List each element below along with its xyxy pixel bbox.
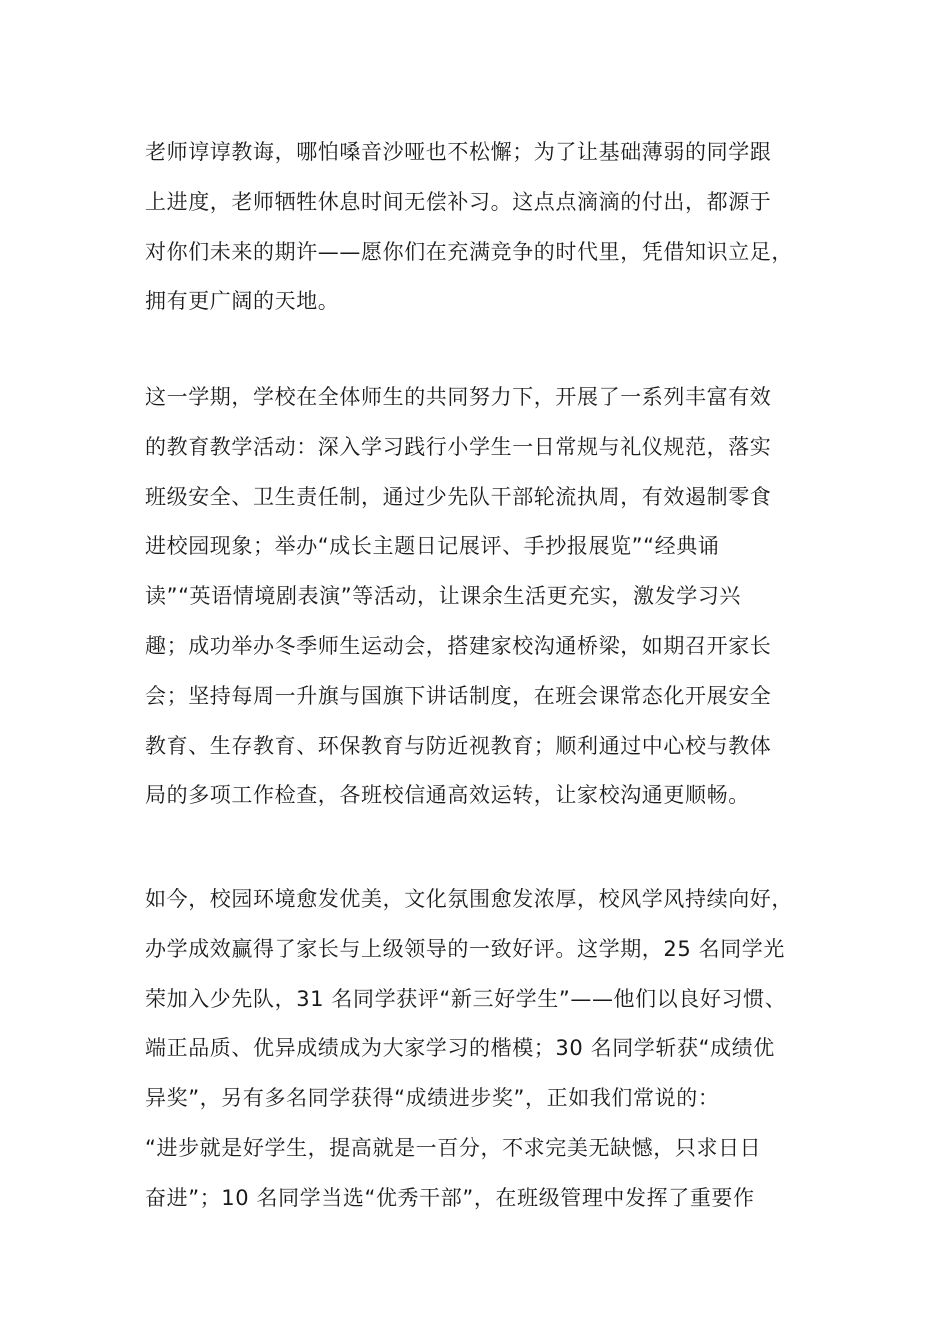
- paragraph-line: 会；坚持每周一升旗与国旗下讲话制度，在班会课常态化开展安全: [145, 683, 772, 708]
- paragraph-line: 的教育教学活动：深入学习践行小学生一日常规与礼仪规范，落实: [145, 434, 772, 459]
- paragraph-achievements: [145, 875, 835, 1224]
- paragraph-line: 趣；成功举办冬季师生运动会，搭建家校沟通桥梁，如期召开家长: [145, 633, 772, 658]
- paragraph-line: 奋进”；10 名同学当选“优秀干部”，在班级管理中发挥了重要作: [145, 1185, 755, 1210]
- paragraph-line: 异奖”，另有多名同学获得“成绩进步奖”，正如我们常说的：: [145, 1086, 720, 1111]
- paragraph-line: 上进度，老师牺牲休息时间无偿补习。这点点滴滴的付出，都源于: [145, 189, 772, 214]
- paragraph-line: 进校园现象；举办“成长主题日记展评、手抄报展览”“经典诵: [145, 534, 720, 559]
- paragraph-line: 荣加入少先队，31 名同学获评“新三好学生”——他们以良好习惯、: [145, 986, 787, 1011]
- paragraph-line: 对你们未来的期许——愿你们在充满竞争的时代里，凭借知识立足，: [145, 239, 793, 264]
- paragraph-line: 局的多项工作检查，各班校信通高效运转，让家校沟通更顺畅。: [145, 783, 750, 808]
- paragraph-line: 班级安全、卫生责任制，通过少先队干部轮流执周，有效遏制零食: [145, 484, 772, 509]
- paragraph-school-activities: [145, 373, 835, 821]
- paragraph-teacher-dedication: [145, 128, 835, 327]
- paragraph-line: 老师谆谆教诲，哪怕嗓音沙哑也不松懈；为了让基础薄弱的同学跟: [145, 140, 772, 164]
- paragraph-line: 教育、生存教育、环保教育与防近视教育；顺利通过中心校与教体: [145, 733, 772, 758]
- paragraph-line: “进步就是好学生，提高就是一百分，不求完美无缺憾，只求日日: [145, 1135, 762, 1160]
- paragraph-line: 拥有更广阔的天地。: [145, 289, 340, 314]
- paragraph-line: 端正品质、优异成绩成为大家学习的楷模；30 名同学斩获“成绩优: [145, 1036, 775, 1061]
- paragraph-line: 如今，校园环境愈发优美，文化氛围愈发浓厚，校风学风持续向好，: [145, 887, 793, 911]
- paragraph-line: 读”“英语情境剧表演”等活动，让课余生活更充实，激发学习兴: [145, 584, 742, 609]
- paragraph-line: 办学成效赢得了家长与上级领导的一致好评。这学期，25 名同学光: [145, 936, 785, 961]
- paragraph-line: 这一学期，学校在全体师生的共同努力下，开展了一系列丰富有效: [145, 385, 772, 409]
